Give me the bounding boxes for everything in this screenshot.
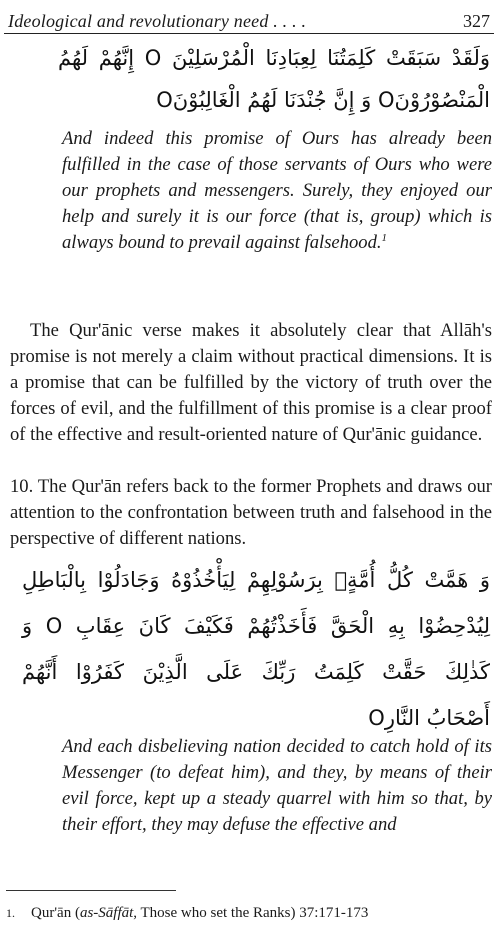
verse-translation: [62, 126, 492, 256]
running-title: Ideological and revolutionary need . . . .: [8, 11, 307, 31]
arabic-verse-line: الْمَنْصُوْرُوْنَO وَ إِنَّ جُنْدَنَا لَهُمُ الْغَالِبُوْنَO: [156, 88, 490, 112]
footnote-suffix: , Those who set the Ranks) 37:171-173: [133, 905, 369, 921]
footnote-prefix: Qur'ān (: [31, 905, 80, 921]
page-header: [8, 6, 490, 32]
footnote-mark: 1.: [6, 906, 15, 920]
footnote-rule: [6, 890, 176, 891]
arabic-verse-line: وَلَقَدْ سَبَقَتْ كَلِمَتُنَا لِعِبَادِنَا الْمُرْسَلِيْنَ O إِنَّهُمْ لَهُمُ: [58, 46, 490, 70]
header-rule: [4, 33, 494, 34]
footnote-surah: as-Sāffāt: [79, 905, 134, 921]
arabic-verse-line: أَصْحَابُ النَّارِO: [368, 706, 490, 730]
verse-translation-text: And indeed this promise of Ours has already been fulfilled in the case of those servants of Ours who were our prophets and messengers. Surely, they enjoyed our help and surely it is our force (that is, group) which is always bound to prevail against falsehood.: [62, 128, 492, 253]
footnote: [6, 904, 486, 922]
arabic-verse-line: كَذٰلِكَ حَقَّتْ كَلِمَتُ رَبِّكَ عَلَى الَّذِيْنَ كَفَرُوْا أَنَّهُمْ: [22, 660, 490, 684]
verse-translation: And each disbelieving nation decided to catch hold of its Messenger (to defeat him), and they, by means of their evil force, kept up a steady quarrel with him so that, by their effort, they may defuse the effective and: [62, 736, 492, 835]
arabic-verse-line: وَ هَمَّتْ كُلُّ أُمَّةٍۭ بِرَسُوْلِهِمْ لِيَأْخُذُوْهُ وَجَادَلُوْا بِالْبَاطِلِ: [22, 568, 490, 592]
body-paragraph: The Qur'ānic verse makes it absolutely clear that Allāh's promise is not merely a claim without practical dimensions. It is a promise that can be fulfilled by the victory of truth over the forces of evil, and the fulfillment of this promise is a clear proof of the effective and result-oriented nature of Qur'ānic guidance.: [10, 320, 492, 445]
body-paragraph: 10. The Qur'ān refers back to the former Prophets and draws our attention to the confrontation between truth and falsehood in the perspective of different nations.: [10, 476, 492, 549]
page-number: 327: [463, 11, 490, 31]
arabic-verse-line: لِيُدْحِضُوْا بِهِ الْحَقَّ فَأَخَذْتُهُمْ فَكَيْفَ كَانَ عِقَابِ O وَ: [22, 614, 490, 638]
footnote-reference: 1: [381, 231, 388, 244]
